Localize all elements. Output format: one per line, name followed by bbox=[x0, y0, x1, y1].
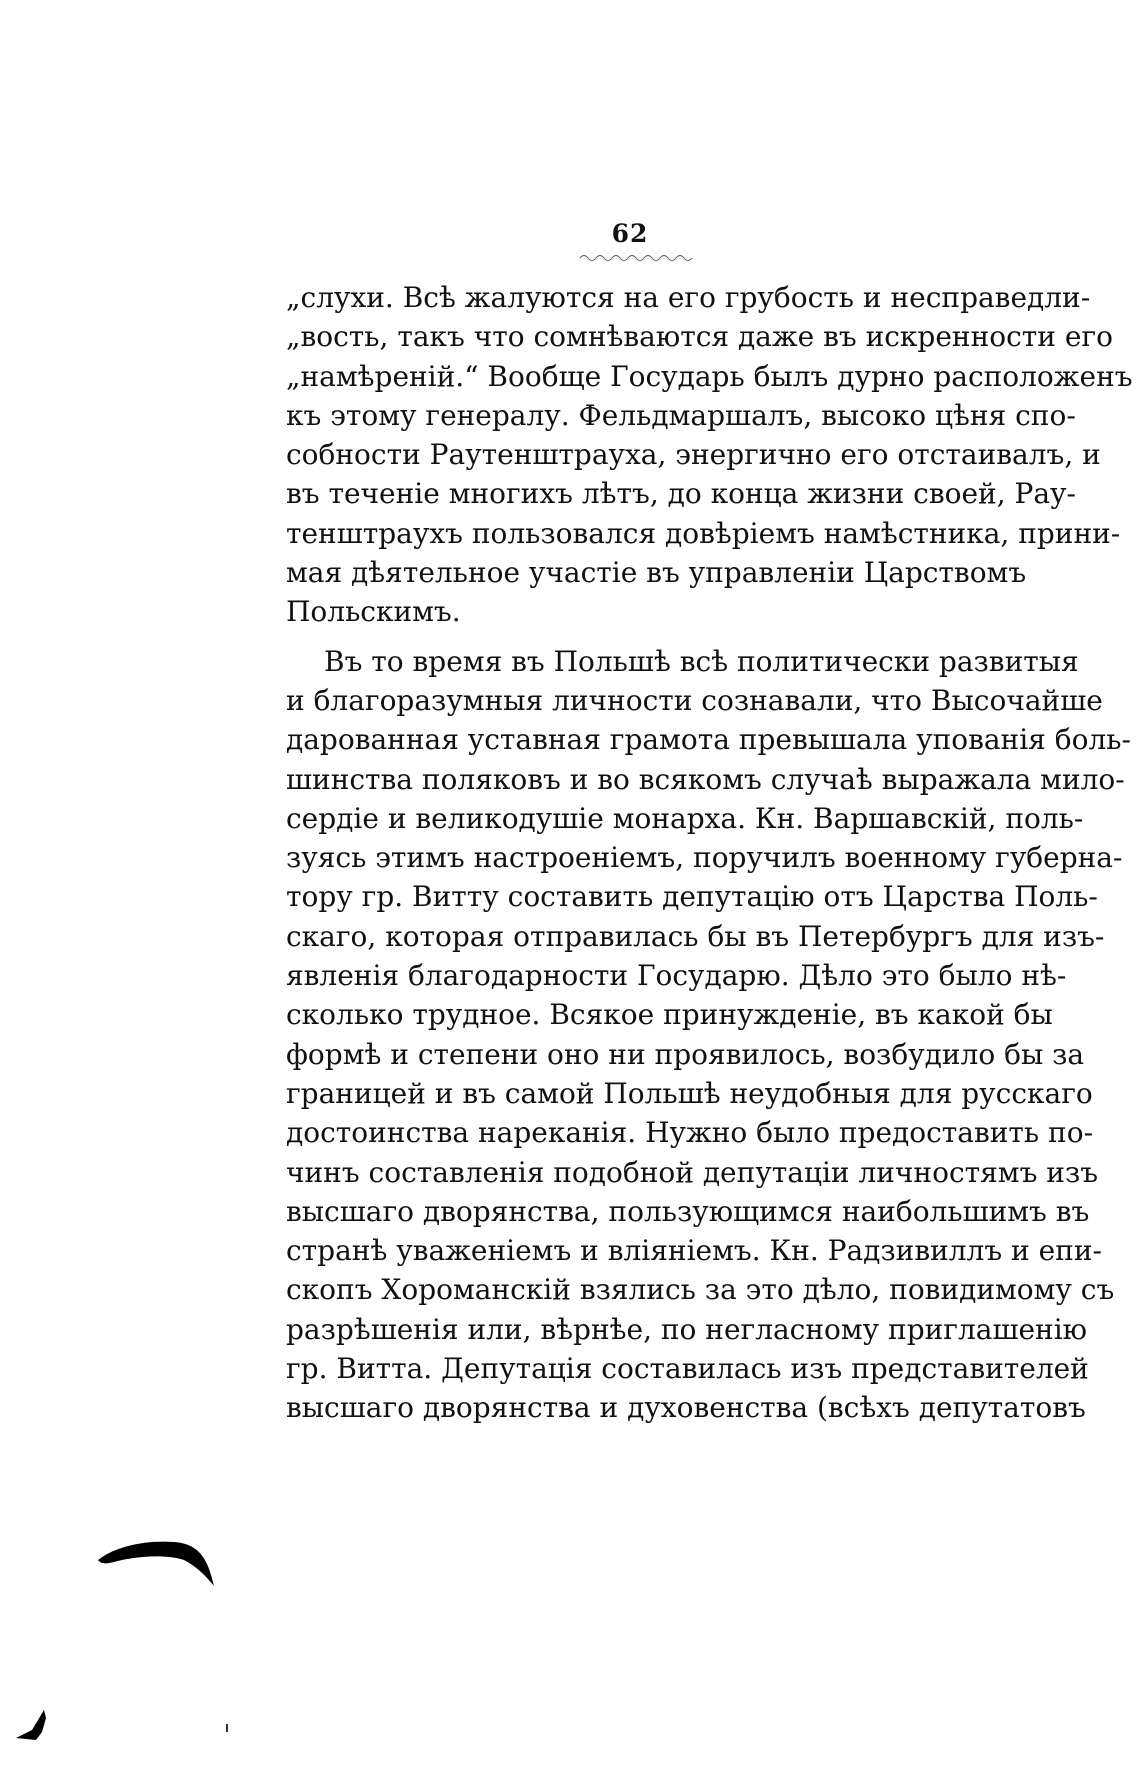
text-line: и благоразумныя личности сознавали, что Высочайше bbox=[286, 683, 1103, 717]
text-line: тенштраухъ пользовался довѣріемъ намѣстника, прини- bbox=[286, 516, 1121, 550]
text-line: разрѣшенія или, вѣрнѣе, по негласному приглашенію bbox=[286, 1312, 1088, 1346]
text-line: чинъ составленія подобной депутаціи личностямъ изъ bbox=[286, 1155, 1099, 1189]
text-line: явленія благодарности Государю. Дѣло это было нѣ- bbox=[286, 959, 1067, 993]
text-line: достоинства нареканія. Нужно было предоставить по- bbox=[286, 1116, 1094, 1150]
page-number-ornament bbox=[578, 250, 698, 262]
body-text bbox=[286, 278, 1133, 1428]
text-line: формѣ и степени оно ни проявилось, возбудило бы за bbox=[286, 1037, 1085, 1071]
text-line: мая дѣятельное участіе въ управленіи Царствомъ bbox=[286, 556, 1027, 590]
text-line: „слухи. Всѣ жалуются на его грубость и несправедли- bbox=[286, 281, 1091, 314]
dust-speck bbox=[224, 1722, 230, 1734]
text-line: тору гр. Витту составить депутацію отъ Царства Поль- bbox=[286, 880, 1098, 914]
ink-smudge-mark bbox=[96, 1532, 216, 1588]
text-line: собности Раутенштрауха, энергично его отстаивалъ, и bbox=[286, 438, 1101, 472]
text-line: гр. Витта. Депутація составилась изъ представителей bbox=[286, 1352, 1089, 1386]
text-line: Въ то время въ Польшѣ всѣ политически развитыя bbox=[324, 644, 1079, 678]
text-line: зуясь этимъ настроеніемъ, поручилъ военному губерна- bbox=[286, 841, 1123, 875]
text-line: Польскимъ. bbox=[286, 595, 461, 629]
text-line: шинства поляковъ и во всякомъ случаѣ выражала мило- bbox=[286, 762, 1125, 796]
text-line: странѣ уваженіемъ и вліяніемъ. Кн. Радзивиллъ и епи- bbox=[286, 1234, 1102, 1268]
paragraph-1 bbox=[286, 278, 1133, 632]
text-line: „намѣреній.“ Вообще Государь былъ дурно расположенъ bbox=[286, 359, 1133, 393]
text-line: дарованная уставная грамота превышала упованія боль- bbox=[286, 723, 1131, 757]
corner-ink-mark bbox=[14, 1708, 48, 1742]
text-line: „вость, такъ что сомнѣваются даже въ искренности его bbox=[286, 320, 1113, 354]
text-line: къ этому генералу. Фельдмаршалъ, высоко цѣня спо- bbox=[286, 398, 1076, 432]
text-line: сколько трудное. Всякое принужденіе, въ какой бы bbox=[286, 998, 1053, 1032]
text-line: границей и въ самой Польшѣ неудобныя для русскаго bbox=[286, 1076, 1093, 1110]
text-line: сердіе и великодушіе монарха. Кн. Варшавскій, поль- bbox=[286, 801, 1084, 835]
text-line: высшаго дворянства и духовенства (всѣхъ депутатовъ bbox=[286, 1391, 1086, 1425]
paragraph-gap bbox=[286, 632, 998, 642]
paragraph-2 bbox=[286, 642, 1131, 1428]
text-line: скопъ Хороманскій взялись за это дѣло, повидимому съ bbox=[286, 1273, 1115, 1307]
text-line: высшаго дворянства, пользующимся наибольшимъ въ bbox=[286, 1194, 1090, 1228]
text-line: скаго, которая отправилась бы въ Петербургъ для изъ- bbox=[286, 919, 1105, 953]
text-line: въ теченіе многихъ лѣтъ, до конца жизни своей, Рау- bbox=[286, 477, 1076, 511]
page-number: 62 bbox=[611, 219, 649, 248]
